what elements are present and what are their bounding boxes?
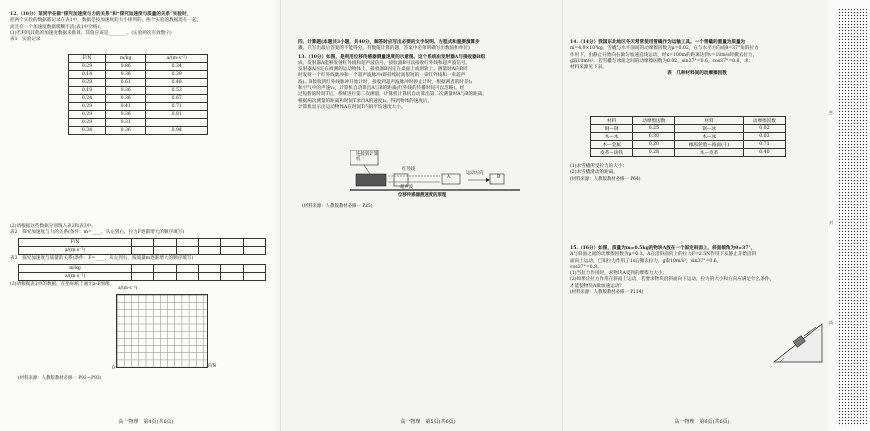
table-cell xyxy=(154,247,176,255)
table-row xyxy=(69,55,208,63)
label-ultrasound: 超声波 xyxy=(400,185,414,190)
table-cell: 0.20 xyxy=(633,141,675,149)
text-line: 材料来源见下表。 xyxy=(570,65,607,71)
q12-sub2: (2)请根据这些数据分别填入表2和表3中。 xyxy=(10,224,96,229)
table-row xyxy=(591,141,786,149)
q14-sub1: (1)求雪橇所受拉力的大小； xyxy=(570,164,628,169)
table-row xyxy=(69,71,208,79)
page-divider xyxy=(280,0,281,431)
table-cell xyxy=(176,239,198,247)
table-cell: 0.94 xyxy=(146,127,208,135)
label-b: B xyxy=(497,175,501,180)
table-row xyxy=(69,87,208,95)
text-line: 发射器A固定在被测的运动物体上，接收器B固定在桌面上或滑轨上。测量时A向B同 xyxy=(298,67,468,73)
table-cell: 0.34 xyxy=(69,127,106,135)
table-cell: 0.30 xyxy=(633,133,675,141)
table-cell: 0.29 xyxy=(69,63,106,71)
table-cell: 橡胶轮胎—路面(干) xyxy=(675,141,743,149)
section-text: 骤。只写出最后答案的不能得分。有数值计算的题，答案中必须明确写出数值和单位) xyxy=(298,46,470,52)
graph-y-label: a/(m·s⁻²) xyxy=(118,286,138,291)
table-cell xyxy=(132,239,154,247)
label-a: A xyxy=(447,175,451,180)
binding-dots xyxy=(838,8,868,426)
table-cell xyxy=(198,273,220,281)
graph-origin: 0 xyxy=(112,366,115,371)
text-line: 波)。B接收到红外线脉冲开始计时，接收到超声波脉冲时停止计时，根据两者的时差t₁ xyxy=(298,79,473,85)
table-cell xyxy=(132,247,154,255)
label-computer: 连接到计算机 xyxy=(356,152,378,162)
table-cell xyxy=(154,273,176,281)
table-cell: 0.67 xyxy=(146,95,208,103)
table-cell xyxy=(221,273,243,281)
table-cell xyxy=(221,247,243,255)
table-cell: 0.14 xyxy=(69,71,106,79)
text-line: g取10m/s²。若雪橇与冰面之间的动摩擦因数为0.02，sin37°=0.6，cos37°=0.8，求： xyxy=(570,58,754,64)
text-line: (1)当拉力作用时，求物块A受到的摩擦力大小； xyxy=(570,271,668,277)
table-cell: F/N xyxy=(19,239,132,247)
table-cell: 材料 xyxy=(675,117,743,125)
table-cell xyxy=(176,273,198,281)
table-cell: 0.36 xyxy=(106,111,146,119)
table-cell: 材料 xyxy=(591,117,633,125)
q15-heading: 15.（16分）如图，质量为m=0.5kg的物块A放在一个固定斜面上，斜面倾角为θ=37°， xyxy=(570,246,756,251)
table-row xyxy=(591,117,786,125)
text-line: A与斜面之间的动摩擦因数为μ=0.3，A在沿斜面向上的拉力F=2.5N作用下从静止开始沿斜 xyxy=(570,252,757,258)
table-cell: 0.39 xyxy=(146,71,208,79)
q13-source: (材料来源：人教版教材必修一 P25) xyxy=(302,204,373,209)
table-cell: 0.81 xyxy=(146,111,208,119)
table3-title: 表3 探究加速度与质量的关系(条件：F=____，从左到右，按质量m逐渐增大的顺序填写) xyxy=(10,256,194,261)
table-cell xyxy=(154,239,176,247)
table-cell xyxy=(198,247,220,255)
table2 xyxy=(18,238,266,255)
table-cell xyxy=(146,119,208,127)
table-cell xyxy=(176,265,198,273)
graph-paper xyxy=(116,294,208,368)
text-line: 时发射一个红外线脉冲和一个超声波脉冲(即持续时间很短的一束红外线和一束超声 xyxy=(298,73,466,79)
question-13 xyxy=(298,40,560,111)
table-cell: 木—冰 xyxy=(675,133,743,141)
q14-source: (材料来源：人教版教材必修一 P64) xyxy=(570,176,641,182)
question-12 xyxy=(10,12,272,43)
table-cell xyxy=(132,265,154,273)
table-cell: 0.24 xyxy=(69,95,106,103)
q14-heading: 14.（14分）我国东北地区冬天常常使用雪橇作为运输工具。一个雪橇的重量为质量为 xyxy=(570,40,746,45)
table-cell: m/kg xyxy=(19,265,132,273)
table-cell: 0.29 xyxy=(69,111,106,119)
page-footer: 高一物理 第5页(共6页) xyxy=(400,419,456,425)
table-cell: 0.71 xyxy=(146,103,208,111)
q12-text: 把两个实验的数据都记录在表1中，数据是按加速度的大小排列的，两个实验的数据混在一起， xyxy=(10,18,202,24)
q15-source: (材料来源：人教版教材必修一 P114) xyxy=(570,290,644,296)
table-row xyxy=(69,79,208,87)
friction-table-title: 表 几种材料间的动摩擦因数 xyxy=(667,71,727,77)
table-row xyxy=(69,63,208,71)
table-row xyxy=(69,127,208,135)
table-cell xyxy=(198,239,220,247)
table-cell: 0.41 xyxy=(106,103,146,111)
text-line: 作用下，由静止开始向右做匀加速直线运动，经x=100m的距离达到v=10m/s时撤去拉力， xyxy=(570,52,758,58)
text-line: 和空气中的声速v₀，计算机自动算出A与B的距离(红外线的传播时间可以忽略)。经 xyxy=(298,86,465,92)
table-cell: 0.25 xyxy=(633,125,675,133)
table-row xyxy=(19,247,266,255)
label-motion: 运动方向 xyxy=(466,171,484,176)
text-line: (2)如果让拉力作用在斜面上运动，若要求物块沿斜面向下运动，拉力的大小和方向应满足什么条件， xyxy=(570,277,775,283)
table-row xyxy=(591,133,786,141)
q12-sub3: (3)请根据表2中的数据，在坐标纸上画出a-F图像。 xyxy=(10,282,115,287)
table-cell: 动摩擦因数 xyxy=(633,117,675,125)
table2-title: 表2 探究加速度与力的关系(条件：m=____，从左到右，拉力F逐渐增大的顺序填写) xyxy=(10,230,185,236)
binding-stripe xyxy=(828,0,870,431)
table-cell: 木—金属 xyxy=(591,141,633,149)
text-line: 根据两次测量的距离和时间T求出A的速度t₂。得到物体的速度后， xyxy=(298,98,433,104)
table-cell: a/(m·s⁻²) xyxy=(19,273,132,281)
q13-heading: 13.（10分）如图，是利用位移传感器测量速度的示意图。这个系统由发射器A与接收器B组 xyxy=(298,54,486,60)
table-row xyxy=(591,125,786,133)
q14-subparts xyxy=(570,164,824,183)
q14-sub2: (2)求雪橇滑动的距离。 xyxy=(570,170,618,176)
table-cell: 钢—冰 xyxy=(675,125,743,133)
q12-sub1: (1)若利用其他的加速度数据来推算，其值应该是________。(实验两次有效数字) xyxy=(10,30,172,36)
table3 xyxy=(18,264,266,281)
page-footer: 高一物理 第6页(共6页) xyxy=(674,419,730,425)
table-cell: 0.53 xyxy=(146,87,208,95)
question-14 xyxy=(570,40,824,78)
table-cell: 0.31 xyxy=(106,119,146,127)
table-cell: 0.29 xyxy=(69,79,106,87)
table-cell: 0.28 xyxy=(633,149,675,157)
diagram-caption: 位移传感器测速度的原理 xyxy=(398,193,447,198)
text-line: m=4.9×10³kg，雪橇与水平面间的动摩擦因数为μ=0.02，在与水平方向成θ=37°角的拉力 xyxy=(570,46,759,52)
table-cell xyxy=(132,273,154,281)
q12-text: 而且有一个加速度数据模糊不清(表1中空格)。 xyxy=(10,24,104,30)
table-cell: 0.02 xyxy=(743,125,785,133)
table-cell: 木—皮革 xyxy=(675,149,743,157)
page-footer: 高一物理 第4页(共6页) xyxy=(118,419,174,425)
q12-heading: 12.（10分）某同学在做“探究加速度与力的关系”和“探究加速度与质量的关系”实验时， xyxy=(10,12,192,17)
stripe-mark: 线 xyxy=(829,320,833,325)
table1 xyxy=(68,54,208,135)
table-cell: 0.61 xyxy=(106,79,146,87)
table-row xyxy=(19,239,266,247)
text-line: cos37°=0.8。 xyxy=(570,264,602,270)
table-cell: 0.71 xyxy=(743,141,785,149)
table-cell xyxy=(243,247,265,255)
table-cell: 0.03 xyxy=(743,133,785,141)
stripe-mark: 密 xyxy=(829,110,833,115)
table-cell xyxy=(243,273,265,281)
graph-x-label: F/N xyxy=(208,364,217,369)
question-15 xyxy=(570,246,824,296)
table-cell xyxy=(221,265,243,273)
table-cell: 0.86 xyxy=(106,63,146,71)
table-cell: 0.19 xyxy=(69,87,106,95)
table-cell: 0.36 xyxy=(106,95,146,103)
q12-tables xyxy=(10,224,272,237)
text-line: 计算机显示出运动物体A在时间T内的平均速度大小。 xyxy=(298,104,406,110)
stripe-mark: 封 xyxy=(829,220,833,225)
page-divider xyxy=(562,0,563,431)
table-cell: 木—木 xyxy=(591,133,633,141)
table-cell: 0.34 xyxy=(146,63,208,71)
table-cell: 钢—钢 xyxy=(591,125,633,133)
table-row xyxy=(591,149,786,157)
table-cell: 0.40 xyxy=(743,149,785,157)
table-cell: F/N xyxy=(69,55,106,63)
table-cell: 皮革—铸铁 xyxy=(591,149,633,157)
table-row xyxy=(19,273,266,281)
table-cell xyxy=(221,239,243,247)
section-heading: 四、计算题(本题共3小题，共40分，解答时应写出必要的文字说明、方程式和重要演算步 xyxy=(298,40,480,45)
table-cell xyxy=(154,265,176,273)
table-cell xyxy=(243,239,265,247)
incline-diagram xyxy=(770,316,824,366)
table-cell xyxy=(243,265,265,273)
text-line: 成，发射器A能够发射红外线和超声波信号，接收器B可以接收红外线和超声波信号。 xyxy=(298,60,471,66)
friction-table xyxy=(590,116,786,157)
table-row xyxy=(69,95,208,103)
table-cell: 动摩擦因数 xyxy=(743,117,785,125)
table-cell: 0.36 xyxy=(106,71,146,79)
table-cell xyxy=(176,247,198,255)
table-row xyxy=(69,111,208,119)
text-line: 才能使物块A做加速运动？ xyxy=(570,283,624,289)
table-cell: a/(m·s⁻²) xyxy=(146,55,208,63)
table-cell: 0.29 xyxy=(69,103,106,111)
table-row xyxy=(69,103,208,111)
table-cell: a/(m·s⁻²) xyxy=(19,247,132,255)
table-row xyxy=(69,119,208,127)
table-cell: 0.48 xyxy=(146,79,208,87)
text-line: 过短暂的时间T后，系统进行第二次测量，计算机计算机自动算出第二次测量时A与B的距离。 xyxy=(298,92,487,98)
table-cell xyxy=(198,265,220,273)
table-cell: 0.36 xyxy=(106,87,146,95)
table-cell: 0.36 xyxy=(106,127,146,135)
table-cell: m/kg xyxy=(106,55,146,63)
text-line: 面向上运动，已知拉力作用了1s后撤去拉力，g取10m/s²，sin37°=0.6， xyxy=(570,258,722,264)
q12-source: (材料来源：人教版教材必修一 P92—P93) xyxy=(18,376,102,381)
label-infrared: 红外线 xyxy=(402,167,416,172)
table-row xyxy=(19,265,266,273)
table1-title: 表1 实验记录 xyxy=(10,37,41,43)
table-cell: 0.29 xyxy=(69,119,106,127)
